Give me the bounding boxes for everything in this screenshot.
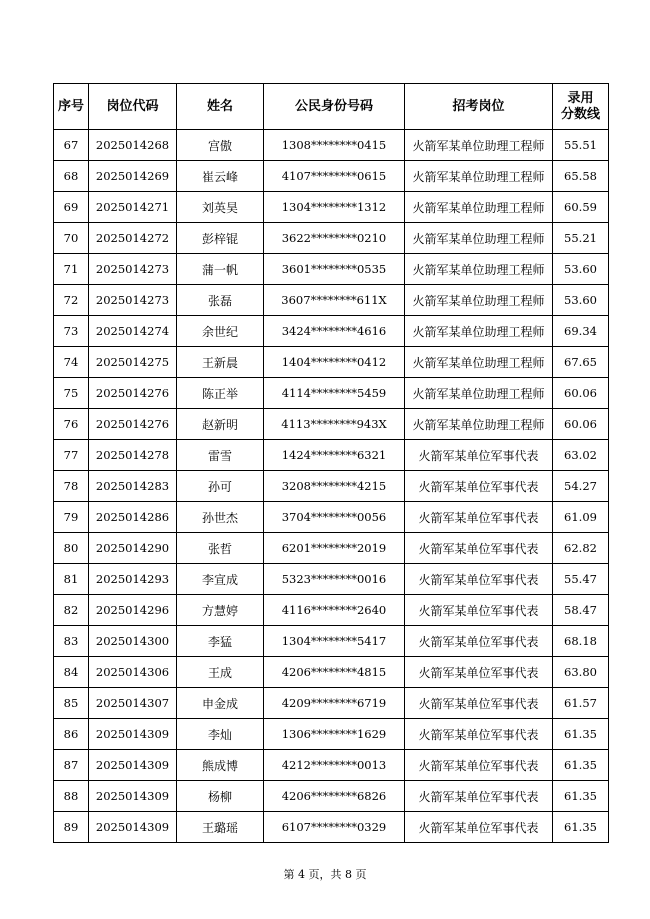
cell-post: 火箭军某单位军事代表	[405, 564, 553, 595]
cell-post-code: 2025014309	[89, 812, 177, 843]
cell-name: 王璐瑶	[177, 812, 264, 843]
cell-score: 53.60	[553, 285, 609, 316]
cell-post-code: 2025014306	[89, 657, 177, 688]
table-row	[54, 781, 609, 812]
cell-name: 余世纪	[177, 316, 264, 347]
header-post-code: 岗位代码	[89, 84, 177, 130]
cell-score: 65.58	[553, 161, 609, 192]
cell-name: 杨柳	[177, 781, 264, 812]
cell-score: 58.47	[553, 595, 609, 626]
table-body	[54, 130, 609, 843]
cell-post: 火箭军某单位军事代表	[405, 440, 553, 471]
cell-id-number: 4113********943X	[264, 409, 405, 440]
header-score	[553, 84, 609, 130]
table-row	[54, 533, 609, 564]
cell-seq: 84	[54, 657, 89, 688]
cell-post: 火箭军某单位助理工程师	[405, 347, 553, 378]
cell-post-code: 2025014293	[89, 564, 177, 595]
table-row	[54, 378, 609, 409]
cell-name: 王新晨	[177, 347, 264, 378]
cell-name: 陈正举	[177, 378, 264, 409]
cell-score: 54.27	[553, 471, 609, 502]
cell-post: 火箭军某单位军事代表	[405, 502, 553, 533]
cell-name: 崔云峰	[177, 161, 264, 192]
cell-post: 火箭军某单位军事代表	[405, 688, 553, 719]
table-row	[54, 564, 609, 595]
cell-score: 69.34	[553, 316, 609, 347]
cell-post-code: 2025014275	[89, 347, 177, 378]
table-row	[54, 719, 609, 750]
cell-post: 火箭军某单位助理工程师	[405, 161, 553, 192]
cell-seq: 83	[54, 626, 89, 657]
cell-post-code: 2025014309	[89, 750, 177, 781]
cell-seq: 74	[54, 347, 89, 378]
table-row	[54, 347, 609, 378]
cell-id-number: 4206********6826	[264, 781, 405, 812]
cell-id-number: 3704********0056	[264, 502, 405, 533]
table-row	[54, 409, 609, 440]
table-row	[54, 688, 609, 719]
table-row	[54, 161, 609, 192]
cell-score: 61.35	[553, 812, 609, 843]
cell-post-code: 2025014278	[89, 440, 177, 471]
cell-post: 火箭军某单位助理工程师	[405, 378, 553, 409]
cell-seq: 78	[54, 471, 89, 502]
cell-name: 孙可	[177, 471, 264, 502]
cell-id-number: 1308********0415	[264, 130, 405, 161]
cell-score: 60.06	[553, 409, 609, 440]
cell-name: 雷雪	[177, 440, 264, 471]
cell-id-number: 1306********1629	[264, 719, 405, 750]
cell-id-number: 3607********611X	[264, 285, 405, 316]
cell-id-number: 3601********0535	[264, 254, 405, 285]
cell-id-number: 4212********0013	[264, 750, 405, 781]
cell-post: 火箭军某单位助理工程师	[405, 285, 553, 316]
cell-post-code: 2025014286	[89, 502, 177, 533]
cell-name: 李宣成	[177, 564, 264, 595]
header-id-number: 公民身份号码	[264, 84, 405, 130]
cell-id-number: 4114********5459	[264, 378, 405, 409]
cell-id-number: 1424********6321	[264, 440, 405, 471]
cell-id-number: 3424********4616	[264, 316, 405, 347]
header-score-line1: 录用	[567, 90, 594, 106]
cell-post: 火箭军某单位军事代表	[405, 812, 553, 843]
cell-name: 熊成博	[177, 750, 264, 781]
cell-seq: 69	[54, 192, 89, 223]
cell-seq: 89	[54, 812, 89, 843]
cell-post-code: 2025014273	[89, 254, 177, 285]
cell-id-number: 1304********1312	[264, 192, 405, 223]
cell-id-number: 3622********0210	[264, 223, 405, 254]
cell-id-number: 6107********0329	[264, 812, 405, 843]
cell-seq: 86	[54, 719, 89, 750]
table-row	[54, 595, 609, 626]
cell-score: 55.47	[553, 564, 609, 595]
cell-score: 53.60	[553, 254, 609, 285]
cell-post: 火箭军某单位军事代表	[405, 626, 553, 657]
cell-seq: 79	[54, 502, 89, 533]
cell-post-code: 2025014273	[89, 285, 177, 316]
cell-post: 火箭军某单位助理工程师	[405, 192, 553, 223]
cell-id-number: 4209********6719	[264, 688, 405, 719]
cell-post-code: 2025014271	[89, 192, 177, 223]
table-row	[54, 223, 609, 254]
cell-score: 55.21	[553, 223, 609, 254]
cell-post: 火箭军某单位军事代表	[405, 595, 553, 626]
cell-id-number: 6201********2019	[264, 533, 405, 564]
header-score-line2: 分数线	[560, 106, 600, 122]
cell-id-number: 4206********4815	[264, 657, 405, 688]
cell-seq: 81	[54, 564, 89, 595]
cell-score: 67.65	[553, 347, 609, 378]
cell-post: 火箭军某单位助理工程师	[405, 254, 553, 285]
cell-post: 火箭军某单位助理工程师	[405, 409, 553, 440]
cell-name: 刘英昊	[177, 192, 264, 223]
cell-seq: 82	[54, 595, 89, 626]
cell-name: 方慧婷	[177, 595, 264, 626]
cell-post-code: 2025014272	[89, 223, 177, 254]
cell-name: 蒲一帆	[177, 254, 264, 285]
table-row	[54, 285, 609, 316]
cell-seq: 72	[54, 285, 89, 316]
cell-name: 孙世杰	[177, 502, 264, 533]
table-row	[54, 812, 609, 843]
cell-post: 火箭军某单位军事代表	[405, 750, 553, 781]
cell-post: 火箭军某单位军事代表	[405, 533, 553, 564]
table-row	[54, 192, 609, 223]
cell-score: 63.80	[553, 657, 609, 688]
table-row	[54, 254, 609, 285]
header-seq: 序号	[54, 84, 89, 130]
cell-post-code: 2025014296	[89, 595, 177, 626]
cell-name: 申金成	[177, 688, 264, 719]
table-row	[54, 130, 609, 161]
header-post: 招考岗位	[405, 84, 553, 130]
cell-id-number: 4107********0615	[264, 161, 405, 192]
cell-id-number: 1304********5417	[264, 626, 405, 657]
cell-score: 61.35	[553, 719, 609, 750]
cell-name: 李猛	[177, 626, 264, 657]
table-row	[54, 502, 609, 533]
cell-post-code: 2025014276	[89, 409, 177, 440]
cell-score: 61.57	[553, 688, 609, 719]
cell-post-code: 2025014274	[89, 316, 177, 347]
cell-score: 63.02	[553, 440, 609, 471]
cell-seq: 77	[54, 440, 89, 471]
cell-seq: 87	[54, 750, 89, 781]
cell-post-code: 2025014309	[89, 719, 177, 750]
table-row	[54, 657, 609, 688]
cell-seq: 75	[54, 378, 89, 409]
header-row	[54, 84, 609, 130]
page-footer: 第 4 页，共 8 页	[283, 868, 367, 881]
table-row	[54, 440, 609, 471]
header-name: 姓名	[177, 84, 264, 130]
cell-seq: 76	[54, 409, 89, 440]
table-row	[54, 626, 609, 657]
cell-name: 彭梓锟	[177, 223, 264, 254]
cell-post-code: 2025014307	[89, 688, 177, 719]
cell-post: 火箭军某单位助理工程师	[405, 223, 553, 254]
cell-name: 张磊	[177, 285, 264, 316]
cell-score: 60.59	[553, 192, 609, 223]
cell-name: 李灿	[177, 719, 264, 750]
cell-post: 火箭军某单位助理工程师	[405, 316, 553, 347]
cell-seq: 67	[54, 130, 89, 161]
cell-seq: 70	[54, 223, 89, 254]
cell-post: 火箭军某单位助理工程师	[405, 130, 553, 161]
cell-post: 火箭军某单位军事代表	[405, 719, 553, 750]
cell-score: 61.35	[553, 750, 609, 781]
cell-score: 61.09	[553, 502, 609, 533]
cell-seq: 88	[54, 781, 89, 812]
cell-name: 赵新明	[177, 409, 264, 440]
cell-score: 55.51	[553, 130, 609, 161]
table-row	[54, 471, 609, 502]
cell-id-number: 4116********2640	[264, 595, 405, 626]
cell-seq: 85	[54, 688, 89, 719]
cell-post-code: 2025014283	[89, 471, 177, 502]
cell-score: 68.18	[553, 626, 609, 657]
cell-post: 火箭军某单位军事代表	[405, 657, 553, 688]
cell-score: 62.82	[553, 533, 609, 564]
cell-score: 60.06	[553, 378, 609, 409]
cell-post-code: 2025014300	[89, 626, 177, 657]
cell-name: 王成	[177, 657, 264, 688]
cell-post: 火箭军某单位军事代表	[405, 781, 553, 812]
table-row	[54, 750, 609, 781]
cell-id-number: 1404********0412	[264, 347, 405, 378]
cell-id-number: 5323********0016	[264, 564, 405, 595]
cell-score: 61.35	[553, 781, 609, 812]
cell-post-code: 2025014290	[89, 533, 177, 564]
results-table	[53, 83, 609, 843]
cell-id-number: 3208********4215	[264, 471, 405, 502]
cell-post-code: 2025014276	[89, 378, 177, 409]
cell-name: 宫傲	[177, 130, 264, 161]
cell-seq: 71	[54, 254, 89, 285]
cell-seq: 80	[54, 533, 89, 564]
cell-post-code: 2025014309	[89, 781, 177, 812]
cell-post: 火箭军某单位军事代表	[405, 471, 553, 502]
cell-post-code: 2025014268	[89, 130, 177, 161]
cell-name: 张哲	[177, 533, 264, 564]
cell-post-code: 2025014269	[89, 161, 177, 192]
table-row	[54, 316, 609, 347]
cell-seq: 68	[54, 161, 89, 192]
cell-seq: 73	[54, 316, 89, 347]
